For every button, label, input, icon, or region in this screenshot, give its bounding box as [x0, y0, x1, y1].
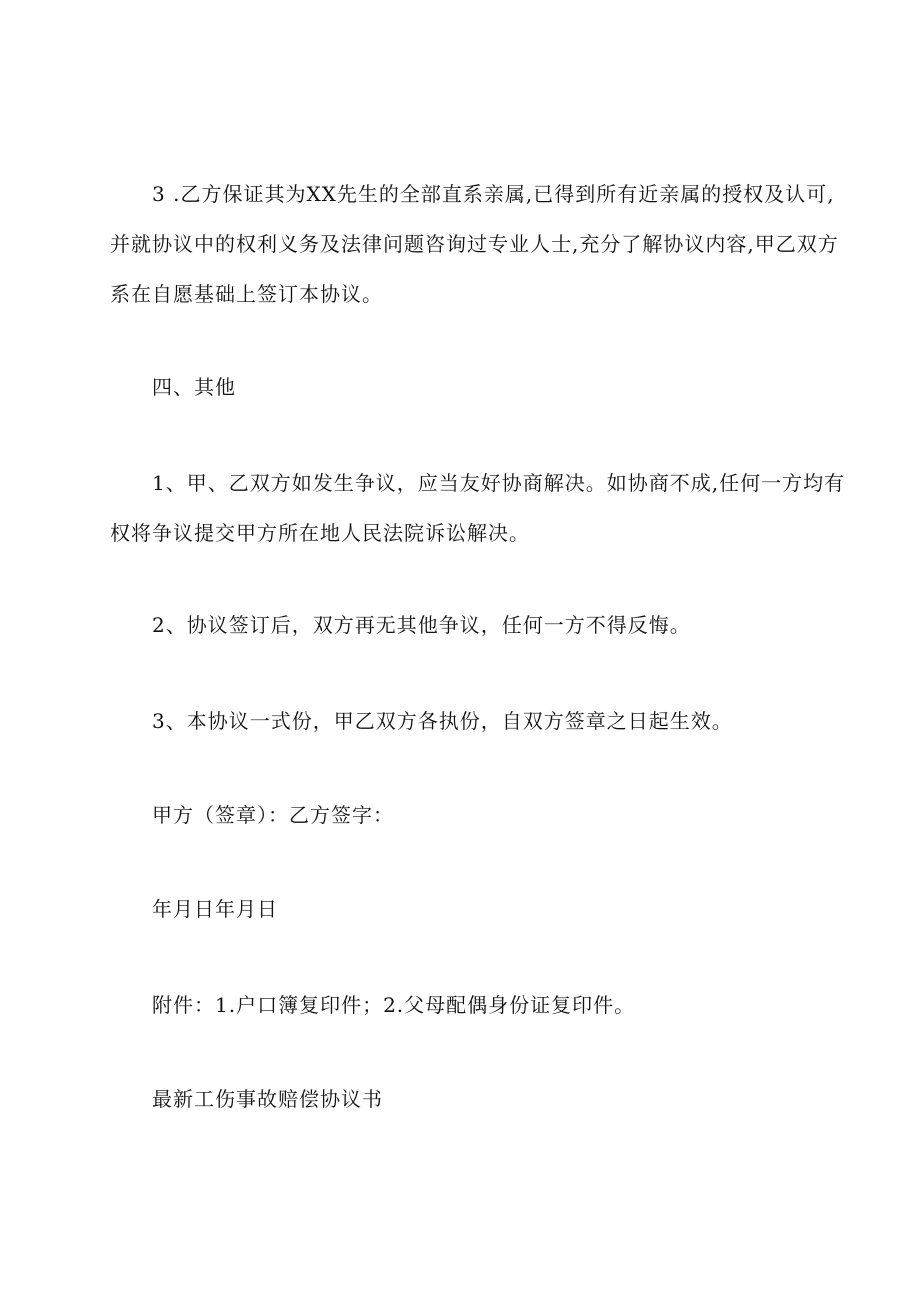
- signature-line: 甲方（签章）：乙方签字：: [152, 803, 394, 827]
- date-line: 年月日年月日: [152, 897, 278, 921]
- item-1-line-2: 权将争议提交甲方所在地人民法院诉讼解决。: [110, 521, 530, 545]
- section-4-heading: 四、其他: [152, 375, 236, 399]
- clause-3-line-1: 3 .乙方保证其为XX先生的全部直系亲属,已得到所有近亲属的授权及认可,: [152, 182, 835, 206]
- attachments-line: 附件：1.户口簿复印件；2.父母配偶身份证复印件。: [152, 993, 636, 1017]
- item-2-paragraph: 2、协议签订后，双方再无其他争议，任何一方不得反悔。: [152, 613, 691, 637]
- item-3-paragraph: 3、本协议一式份，甲乙双方各执份，自双方签章之日起生效。: [152, 709, 733, 733]
- clause-3-line-3: 系在自愿基础上签订本协议。: [110, 282, 383, 306]
- clause-3-line-2: 并就协议中的权利义务及法律问题咨询过专业人士,充分了解协议内容,甲乙双方: [110, 232, 839, 256]
- next-document-title: 最新工伤事故赔偿协议书: [152, 1087, 383, 1111]
- item-1-line-1: 1、甲、乙双方如发生争议，应当友好协商解决。如协商不成,任何一方均有: [152, 471, 846, 495]
